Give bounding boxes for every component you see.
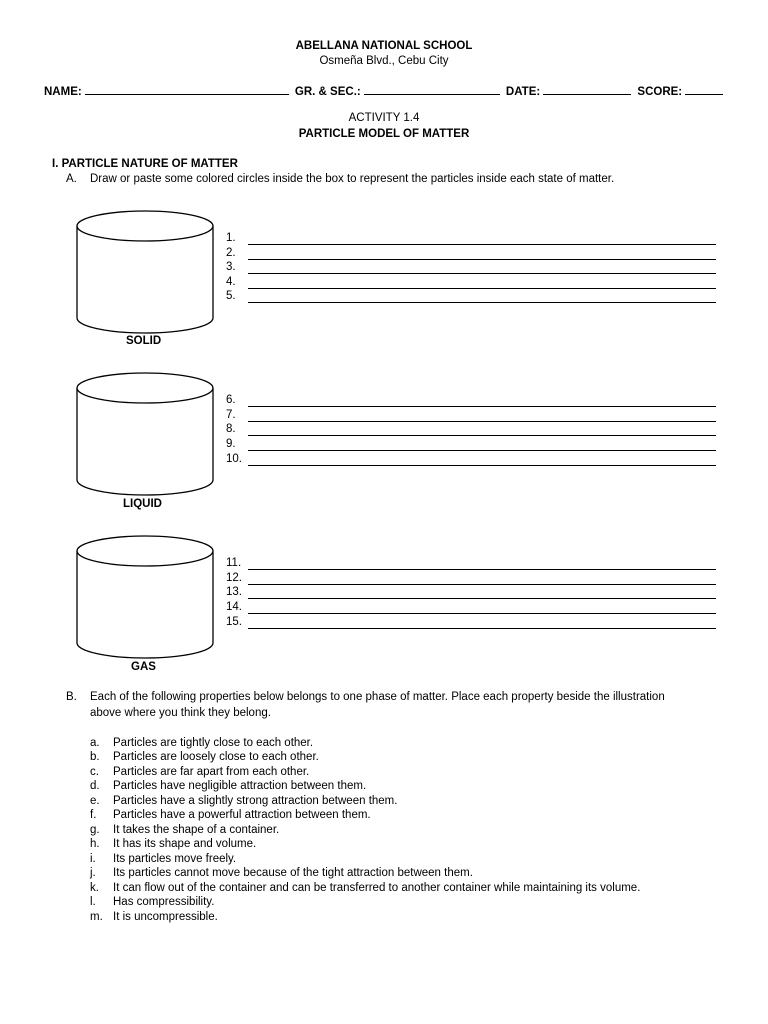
grade-section-field[interactable] <box>364 84 500 95</box>
property-item: g. It takes the shape of a container. <box>90 824 280 836</box>
score-label: SCORE: <box>637 86 683 98</box>
property-item: i. Its particles move freely. <box>90 853 237 865</box>
instruction-a: Draw or paste some colored circles inside the box to represent the particles inside each state of matter. <box>90 173 615 185</box>
property-item: a. Particles are tightly close to each other. <box>90 737 314 749</box>
grade-section-label: GR. & SEC.: <box>294 86 361 98</box>
property-item: e. Particles have a slightly strong attraction between them. <box>90 795 398 807</box>
property-item: f. Particles have a powerful attraction between them. <box>90 809 371 821</box>
property-item: j. Its particles cannot move because of the tight attraction between them. <box>90 867 473 879</box>
school-name: ABELLANA NATIONAL SCHOOL <box>295 40 473 52</box>
liquid-label: LIQUID <box>123 498 162 510</box>
instruction-b-line1: Each of the following properties below belongs to one phase of matter. Place each property beside the illustration <box>90 691 665 703</box>
school-address: Osmeña Blvd., Cebu City <box>319 55 449 67</box>
solid-container-box[interactable] <box>74 208 218 338</box>
property-item: b. Particles are loosely close to each other. <box>90 751 319 763</box>
instruction-a-letter: A. <box>66 173 77 185</box>
gas-label: GAS <box>131 661 156 673</box>
instruction-b-line2: above where you think they belong. <box>90 707 271 719</box>
property-item: d. Particles have negligible attraction between them. <box>90 780 367 792</box>
section-title: I. PARTICLE NATURE OF MATTER <box>52 158 238 170</box>
date-field[interactable] <box>543 84 631 95</box>
student-info-line <box>44 84 726 98</box>
liquid-container-box[interactable] <box>74 370 218 500</box>
activity-title: PARTICLE MODEL OF MATTER <box>298 128 470 140</box>
property-item: m. It is uncompressible. <box>90 911 218 923</box>
score-field[interactable] <box>685 84 723 95</box>
instruction-b-letter: B. <box>66 691 77 703</box>
name-label: NAME: <box>44 86 82 98</box>
date-label: DATE: <box>505 86 541 98</box>
property-item: l. Has compressibility. <box>90 896 215 908</box>
property-item: c. Particles are far apart from each other. <box>90 766 310 778</box>
property-item: k. It can flow out of the container and can be transferred to another container while maintaining its volume. <box>90 882 641 894</box>
gas-container-box[interactable] <box>74 533 218 663</box>
solid-label: SOLID <box>126 335 162 347</box>
name-field[interactable] <box>85 84 289 95</box>
property-item: h. It has its shape and volume. <box>90 838 257 850</box>
activity-number: ACTIVITY 1.4 <box>348 112 420 124</box>
